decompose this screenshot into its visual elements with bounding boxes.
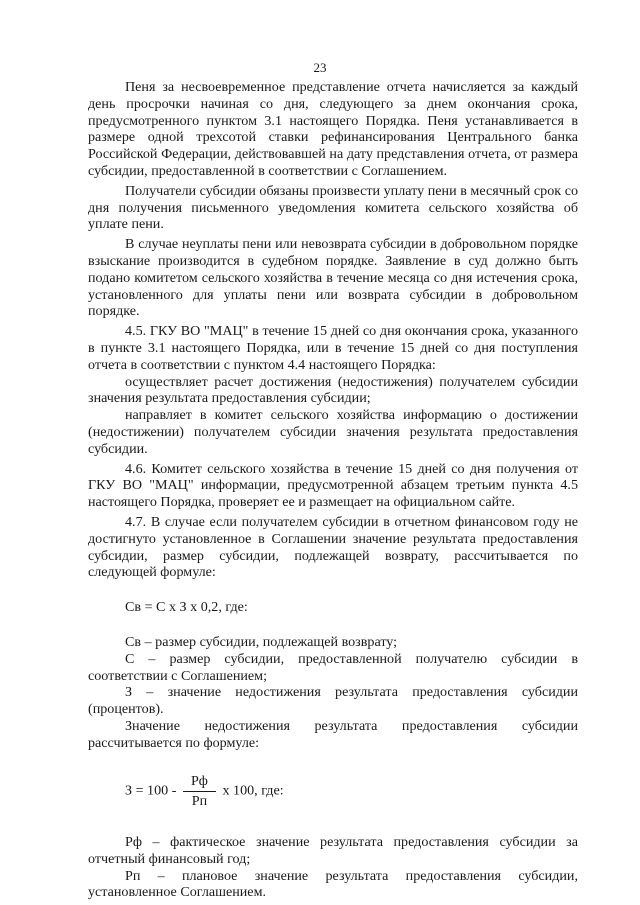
definition-rp: Рп – плановое значение результата предоставления субсидии, установленное Соглашением.	[88, 867, 578, 901]
formula-rhs: х 100, где:	[222, 783, 284, 800]
paragraph-4-5: 4.5. ГКУ ВО "МАЦ" в течение 15 дней со дня окончания срока, указанного в пункте 3.1 настоящего Порядка, или в течение 15 дней со дня поступления отчета в соответствии с пунктом 4.4 настоящего Порядка:	[88, 323, 578, 373]
paragraph-4-6: 4.6. Комитет сельского хозяйства в течение 15 дней со дня получения от ГКУ ВО "МАЦ" информации, предусмотренной абзацем третьим пункта 4.5 настоящего Порядка, проверяет ее и размещает на официальном сайте.	[88, 460, 578, 511]
formula-denominator: Рп	[191, 793, 208, 810]
formula-refund: Св = С х З х 0,2, где:	[125, 599, 248, 616]
definition-s: С – размер субсидии, предоставленной получателю субсидии в соответствии с Соглашением;	[88, 650, 578, 684]
definition-sv: Св – размер субсидии, подлежащей возврату;	[125, 633, 398, 650]
paragraph-4-7: 4.7. В случае если получателем субсидии в отчетном финансовом году не достигнуто установленное в Соглашении значение результата предоставления субсидии, размер субсидии, подлежащей возврату, рассчитывается по следующей формуле:	[88, 513, 578, 581]
paragraph-penalty-payment: Получатели субсидии обязаны произвести уплату пени в месячный срок со дня получения письменного уведомления комитета сельского хозяйства об уплате пени.	[88, 182, 578, 233]
paragraph-penalty-report: Пеня за несвоевременное представление отчета начисляется за каждый день просрочки начиная со дня, следующего за днем окончания срока, предусмотренного пунктом 3.1 настоящего Порядка. Пеня устанавливается в размере одной трехсотой ставки рефинансирования Центрального банка Российской Федерации, действовавшей на дату представления отчета, от размера субсидии, предоставленной в соответствии с Соглашением.	[88, 79, 578, 179]
formula-shortfall	[88, 773, 578, 810]
formula-lhs: З = 100 -	[125, 783, 177, 800]
page-number: 23	[313, 60, 327, 75]
paragraph-formula-intro: Значение недостижения результата предоставления субсидии рассчитывается по формуле:	[88, 717, 578, 751]
formula-numerator: Рф	[183, 773, 216, 792]
document-body	[88, 79, 578, 901]
formula-fraction	[183, 773, 216, 810]
definition-z: З – значение недостижения результата предоставления субсидии (процентов).	[88, 684, 578, 718]
definition-rf: Рф – фактическое значение результата предоставления субсидии за отчетный финансовый год;	[88, 834, 578, 867]
paragraph-calculation: осуществляет расчет достижения (недостижения) получателем субсидии значения результата предоставления субсидии;	[88, 373, 578, 407]
paragraph-court-recovery: В случае неуплаты пени или невозврата субсидии в добровольном порядке взыскание производится в судебном порядке. Заявление в суд должно быть подано комитетом сельского хозяйства в течение месяца со дня истечения срока, установленного для уплаты пени или возврата субсидии в добровольном порядке.	[88, 236, 578, 320]
paragraph-send-info: направляет в комитет сельского хозяйства информацию о достижении (недостижении) получателем субсидии значения результата предоставления субсидии.	[88, 407, 578, 457]
